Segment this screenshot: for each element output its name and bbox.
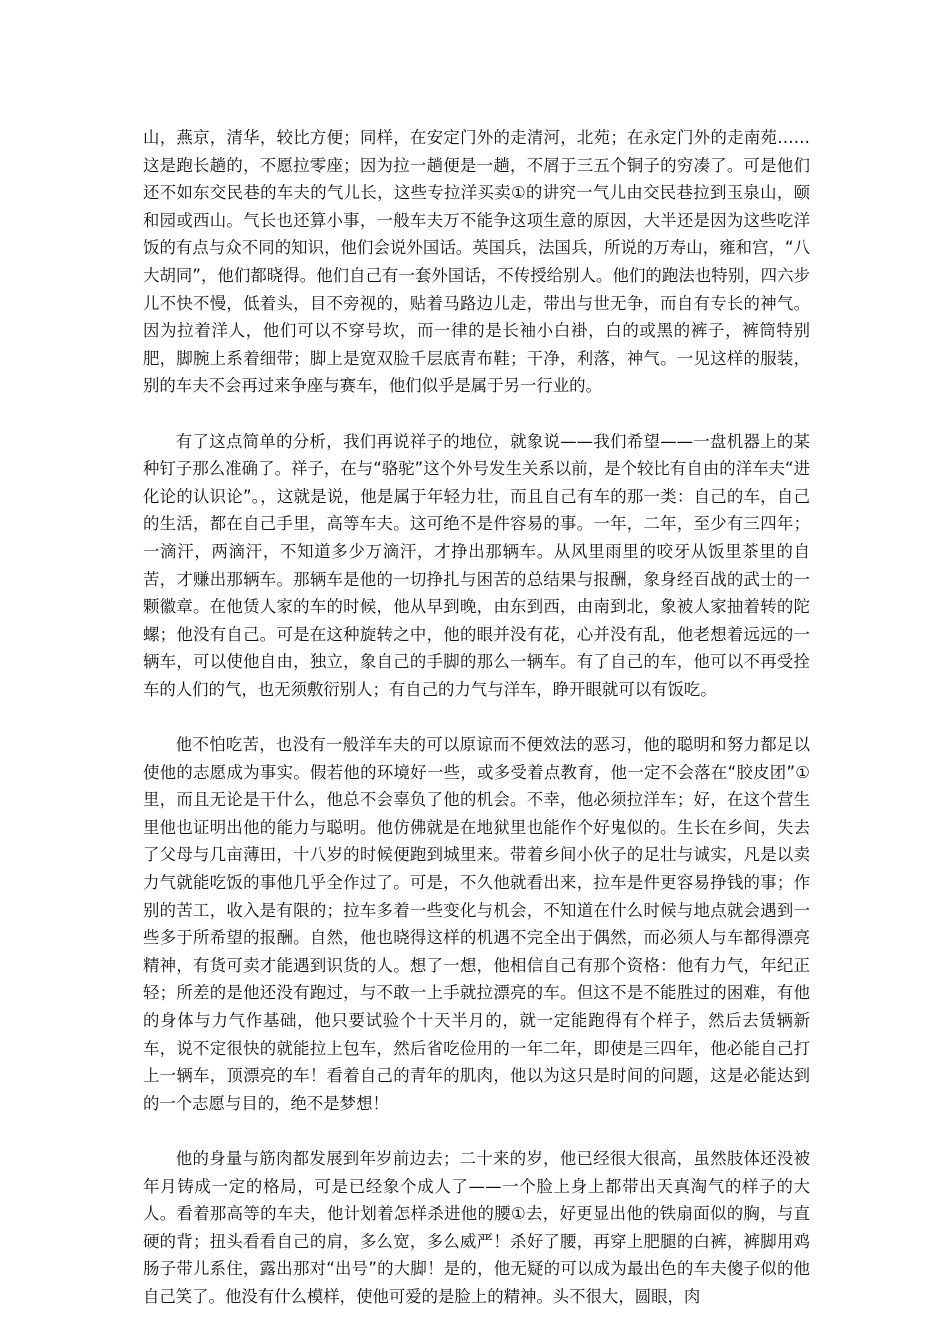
paragraph-2: 有了这点简单的分析，我们再说祥子的地位，就象说——我们希望——一盘机器上的某种钉子那么准确了。祥子，在与“骆驼”这个外号发生关系以前，是个较比有自由的洋车夫“进化论的认识论”。，这就是说，他是属于年轻力壮，而且自己有车的那一类：自己的车，自己的生活，都在自己手里，高等车夫。这可绝不是件容易的事。一年，二年，至少有三四年；一滴汗，两滴汗，不知道多少万滴汗，才挣出那辆车。从风里雨里的咬牙从饭里茶里的自苦，才赚出那辆车。那辆车是他的一切挣扎与困苦的总结果与报酬，象身经百战的武士的一颗徽章。在他赁人家的车的时候，他从早到晚，由东到西，由南到北，象被人家抽着转的陀螺；他没有自己。可是在这种旋转之中，他的眼并没有花，心并没有乱，他老想着远远的一辆车，可以使他自由，独立，象自己的手脚的那么一辆车。有了自己的车，他可以不再受拴车的人们的气，也无须敷衍别人；有自己的力气与洋车，睁开眼就可以有饭吃。 <box>143 431 810 699</box>
paragraph-1: 山，燕京，清华，较比方便；同样，在安定门外的走清河，北苑；在永定门外的走南苑……这是跑长趟的，不愿拉零座；因为拉一趟便是一趟，不屑于三五个铜子的穷凑了。可是他们还不如东交民巷的车夫的气儿长，这些专拉洋买卖①的讲究一气儿由交民巷拉到玉泉山，颐和园或西山。气长也还算小事，一般车夫万不能争这项生意的原因，大半还是因为这些吃洋饭的有点与众不同的知识，他们会说外国话。英国兵，法国兵，所说的万寿山，雍和宫，“八大胡同”，他们都晓得。他们自己有一套外国话，不传授给别人。他们的跑法也特别，四六步儿不快不慢，低着头，目不旁视的，贴着马路边儿走，带出与世无争，而自有专长的神气。因为拉着洋人，他们可以不穿号坎，而一律的是长袖小白褂，白的或黑的裤子，裤筒特别肥，脚腕上系着细带；脚上是宽双脸千层底青布鞋；干净，利落，神气。一见这样的服装，别的车夫不会再过来争座与赛车，他们似乎是属于另一行业的。 <box>143 128 810 396</box>
document-body <box>143 124 810 1311</box>
paragraph-4: 他的身量与筋肉都发展到年岁前边去；二十来的岁，他已经很大很高，虽然肢体还没被年月铸成一定的格局，可是已经象个成人了——一个脸上身上都带出天真淘气的样子的大人。看着那高等的车夫，他计划着怎样杀进他的腰①去，好更显出他的铁扇面似的胸，与直硬的背；扭头看看自己的肩，多么宽，多么威严！杀好了腰，再穿上肥腿的白裤，裤脚用鸡肠子带儿系住，露出那对“出号”的大脚！是的，他无疑的可以成为最出色的车夫傻子似的他自己笑了。他没有什么模样，使他可爱的是脸上的精神。头不很大，圆眼，肉 <box>143 1148 810 1306</box>
paragraph-3: 他不怕吃苦，也没有一般洋车夫的可以原谅而不便效法的恶习，他的聪明和努力都足以使他的志愿成为事实。假若他的环境好一些，或多受着点教育，他一定不会落在“胶皮团”①里，而且无论是干什么，他总不会辜负了他的机会。不幸，他必须拉洋车；好，在这个营生里他也证明出他的能力与聪明。他仿佛就是在地狱里也能作个好鬼似的。生长在乡间，失去了父母与几亩薄田，十八岁的时候便跑到城里来。带着乡间小伙子的足壮与诚实，凡是以卖力气就能吃饭的事他几乎全作过了。可是，不久他就看出来，拉车是件更容易挣钱的事；作别的苦工，收入是有限的；拉车多着一些变化与机会，不知道在什么时候与地点就会遇到一些多于所希望的报酬。自然，他也晓得这样的机遇不完全出于偶然，而必须人与车都得漂亮精神，有货可卖才能遇到识货的人。想了一想，他相信自己有那个资格：他有力气，年纪正轻；所差的是他还没有跑过，与不敢一上手就拉漂亮的车。但这不是不能胜过的困难，有他的身体与力气作基础，他只要试验个十天半月的，就一定能跑得有个样子，然后去赁辆新车，说不定很快的就能拉上包车，然后省吃俭用的一年二年，即使是三四年，他必能自己打上一辆车，顶漂亮的车！看着自己的青年的肌肉，他以为这只是时间的问题，这是必能达到的一个志愿与目的，绝不是梦想！ <box>143 735 810 1113</box>
